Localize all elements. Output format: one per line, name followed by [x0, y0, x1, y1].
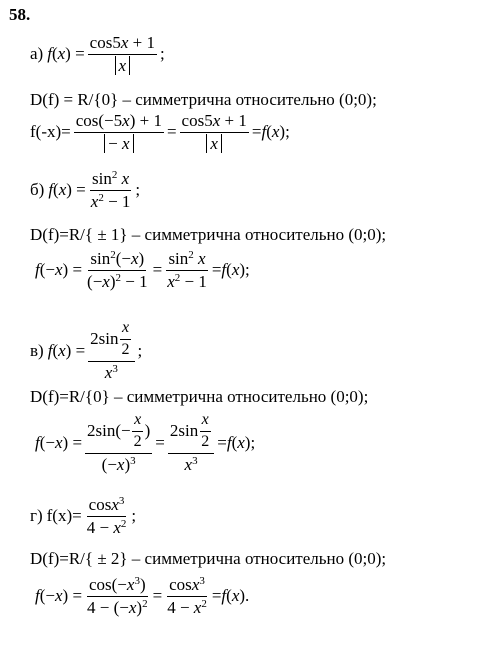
- part-b-parity-check: f (− x ) = $\sin^2(-x)$ $(-x)^2 - 1$ = $\sin^2 x$ $x^2 - 1$ = f ( x );: [35, 249, 250, 291]
- part-a-neg-lhs: f(-x)=: [30, 122, 71, 142]
- part-g-simplified-fraction: cosx$^3$ $4 - x^2$: [167, 575, 207, 617]
- part-a-domain: D(f) = R/{0} – симметрична относительно (0;0);: [30, 90, 377, 109]
- part-b-domain: D(f)=R/{ ± 1} – симметрична относительно (0;0);: [30, 225, 387, 244]
- part-g-label: г): [30, 506, 43, 526]
- part-b-neg-fraction: $\sin^2(-x)$ $(-x)^2 - 1$: [87, 249, 148, 291]
- part-a-definition: а) f ( x ) = cos5x + 1 x ;: [30, 33, 165, 75]
- part-b-label: б): [30, 180, 45, 200]
- part-a-simplified-fraction: cos5x + 1 x: [181, 111, 247, 153]
- part-b-fraction: $\sin^2 x$ $x^2 - 1$: [90, 169, 131, 211]
- part-g-neg-fraction: $\cos(-x^3)$ $4 - (-x)^2$: [87, 575, 148, 617]
- part-v-neg-fraction: 2sin(− x 2 ) $(-x)^3$: [87, 411, 151, 474]
- part-g-fx: f(x)=: [46, 506, 82, 526]
- part-a-fraction: cos5x + 1 x: [89, 33, 155, 75]
- problem-number: 58.: [9, 5, 31, 24]
- part-g-fraction: $\frac{\cos x^3}{4 - x^2}$: [86, 495, 127, 537]
- part-v-definition: в) f ( x ) = 2sin x 2 $x^3$ ;: [30, 319, 143, 382]
- part-v-label: в): [30, 340, 44, 360]
- part-g-definition: г) f(x)= $\frac{\cos x^3}{4 - x^2}$ ;: [30, 495, 137, 537]
- part-g-parity-check: f (− x ) = $\cos(-x^3)$ $4 - (-x)^2$ = cosx$^3$ $4 - x^2$ = f ( x ).: [35, 575, 250, 617]
- part-a-neg-fraction: $\frac{\cos(-5x) + 1}{- x}$: [75, 111, 162, 153]
- part-b-simplified-fraction: $\sin^2 x$ $x^2 - 1$: [167, 249, 207, 291]
- part-a-parity-check: f(-x)= $\frac{\cos(-5x) + 1}{- x}$ = cos5x + 1 x = f ( x );: [30, 111, 290, 153]
- part-v-fraction: 2sin x 2 $x^3$: [88, 320, 134, 381]
- part-b-definition: б) f ( x ) = $\sin^2 x$ $x^2 - 1$ ;: [30, 169, 141, 211]
- part-v-domain: D(f)=R/{0} – симметрична относительно (0;0);: [30, 387, 369, 406]
- part-g-domain: D(f)=R/{ ± 2} – симметрична относительно (0;0);: [30, 549, 387, 568]
- part-v-parity-check: f (− x ) = 2sin(− x 2 ) $(-x)^3$ = 2sin x 2 $x^3$ = f ( x );: [35, 411, 256, 474]
- part-v-simplified-fraction: 2sin x 2 $x^3$: [168, 412, 214, 473]
- part-a-label: а): [30, 44, 44, 64]
